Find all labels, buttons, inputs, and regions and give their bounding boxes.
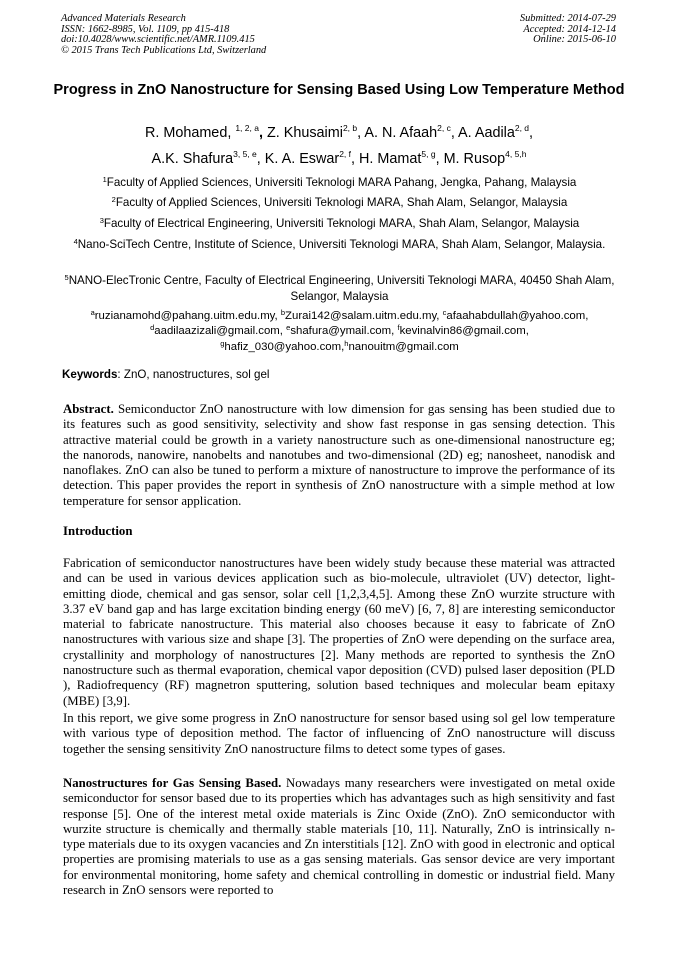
author-affil-marker: 1, 2, a bbox=[235, 123, 259, 133]
affiliation-3: $^3$Faculty of Electrical Engineering, Universiti Teknologi MARA, Shah Alam, Selangor, Malaysia bbox=[99, 216, 580, 230]
email-link[interactable]: aadilaazizali@gmail.com, bbox=[154, 325, 287, 338]
affiliation-2: $^2$Faculty of Applied Sciences, Universiti Teknologi MARA, Shah Alam, Selangor, Malaysia bbox=[111, 195, 568, 209]
author-name: R. Mohamed, bbox=[144, 125, 232, 141]
affiliation-5: $^5$NANO-ElecTronic Centre, Faculty of Electrical Engineering, Universiti Teknologi MARA, 40450 Shah Alam, Selangor, Malaysia bbox=[64, 273, 615, 303]
doi-line: doi:10.4028/www.scientific.net/AMR.1109.415 bbox=[61, 34, 255, 46]
journal-header bbox=[61, 14, 266, 56]
author-affil-marker: 2, b bbox=[342, 123, 358, 133]
author-affil-marker: 3, 5, e bbox=[233, 149, 257, 159]
author-name: M. Rusop bbox=[443, 151, 506, 167]
author-emails: $^a$ruzianamohd@pahang.uitm.edu.my, $^b$Zurai142@salam.uitm.edu.my, $^c$afaahabdullah@yahoo.com, $^d$aadilaazizali@gmail.com, $^e$shafura@ymail.com, $^f$kevinalvin86@gmail.com, $^g$hafiz_030@yahoo.com,$^h$nanouitm@gmail.com bbox=[90, 308, 589, 353]
journal-name: Advanced Materials Research bbox=[61, 13, 186, 24]
issn-line: ISSN: 1662-8985, Vol. 1109, pp 415-418 bbox=[61, 23, 230, 35]
author-affil-marker: 4, 5,h bbox=[505, 149, 527, 159]
accepted-date: Accepted: 2014-12-14 bbox=[523, 23, 616, 35]
affiliation-4: $^4$Nano-SciTech Centre, Institute of Science, Universiti Teknologi MARA, Shah Alam, Selangor, Malaysia. bbox=[73, 237, 606, 251]
author-list-line-2: A.K. Shafura$^{3, 5, e}$, K. A. Eswar$^{2, f}$, H. Mamat$^{5, g}$, M. Rusop$^{4, 5,h}$ bbox=[151, 149, 527, 167]
author-affil-marker: 2, c bbox=[437, 123, 451, 133]
abstract bbox=[63, 402, 615, 509]
abstract-label: Abstract. bbox=[63, 402, 114, 416]
author-name: A.K. Shafura bbox=[151, 151, 234, 167]
email-link[interactable]: Zurai142@salam.uitm.edu.my, bbox=[285, 310, 443, 322]
email-link[interactable]: nanouitm@gmail.com bbox=[348, 340, 459, 353]
author-name: Z. Khusaimi bbox=[266, 125, 343, 141]
author-affil-marker: 5, g bbox=[421, 149, 436, 159]
author-affil-marker: 2, f bbox=[339, 149, 351, 159]
email-link[interactable]: shafura@ymail.com, bbox=[290, 325, 398, 338]
dates-header bbox=[520, 14, 616, 46]
keywords-text: : ZnO, nanostructures, sol gel bbox=[117, 368, 270, 381]
paper-title: Progress in ZnO Nanostructure for Sensing Based Using Low Temperature Method bbox=[53, 82, 625, 98]
email-link[interactable]: hafiz_030@yahoo.com, bbox=[224, 340, 345, 353]
email-link[interactable]: afaahabdullah@yahoo.com, bbox=[446, 310, 589, 322]
email-link[interactable]: ruzianamohd@pahang.uitm.edu.my, bbox=[94, 310, 281, 322]
introduction-paragraph-1: Fabrication of semiconductor nanostructures have been widely study because these material was attracted and can be used in various devices application such as bio-molecule, ultraviolet (UV) detector, light-emitting diode, chemical and gas sensor, solar cell [1,2,3,4,5]. Among these ZnO wurzite structure with 3.37 eV band gap and has large excitation binding energy (60 meV) [6, 7, 8] are interesting semiconductor material to fabricate nanostructure. This material also chooses because it easy to fabricate of ZnO nanostructures with various size and shape [3]. The properties of ZnO were depending on the surface area, crystallinity and morphology of nanostructures [2]. Many methods are reported to synthesis the ZnO nanostructure such as thermal evaporation, chemical vapor deposition (CVD) pulsed laser deposition (PLD ), Radiofrequency (RF) magnetron sputtering, solution based techniques and molecular beam epitaxy (MBE) [3,9]. bbox=[63, 556, 615, 708]
introduction-paragraph-2: In this report, we give some progress in ZnO nanostructure for sensor based using sol gel low temperature with various type of deposition method. The factor of influencing of ZnO nanostructure will discuss together the sensing sensitivity ZnO nanostructure films to detect some types of gases. bbox=[63, 711, 615, 756]
author-name: A. N. Afaah bbox=[364, 125, 438, 141]
submitted-date: Submitted: 2014-07-29 bbox=[519, 13, 616, 24]
affiliation-1: $^1$Faculty of Applied Sciences, Universiti Teknologi MARA Pahang, Jengka, Pahang, Malaysia bbox=[102, 175, 577, 189]
nanostructures-text: Nowadays many researchers were investigated on metal oxide semiconductor for sensor based due to its properties which has advantages such as high sensitivity and fast response [5]. One of the interest metal oxide materials is Zinc Oxide (ZnO). ZnO semiconductor with wurzite structure is chemically and thermally stable materials [10, 11]. Naturally, ZnO is intrinsically n-type materials due to its oxygen vacancies and Zn interstitials [12]. ZnO with good in electronic and optical properties are promising materials to use as a gas sensing materials. Gas sensor device are very important for environmental monitoring, home safety and chemical controlling in domestic or industrial field. Many research in ZnO sensors were reported to bbox=[63, 776, 615, 898]
keywords-label: Keywords bbox=[62, 368, 118, 381]
online-date: Online: 2015-06-10 bbox=[533, 34, 616, 46]
author-name: A. Aadila bbox=[458, 125, 515, 141]
keywords bbox=[62, 368, 270, 381]
copyright-line: © 2015 Trans Tech Publications Ltd, Switzerland bbox=[61, 44, 267, 56]
email-link[interactable]: kevinalvin86@gmail.com, bbox=[399, 325, 529, 338]
introduction-heading: Introduction bbox=[63, 524, 133, 538]
abstract-text: Semiconductor ZnO nanostructure with low dimension for gas sensing has been studied due to its features such as good sensitivity, selectivity and show fast response in gas sensing detection. This attractive material could be growth in a variety nanostructure such as one-dimensional nanostructure eg; the nanorods, nanowire, nanobelts and nanotubes and two-dimensional (2D) eg; nanosheet, nanodisk and nanoflakes. ZnO can also be tuned to perform a mixture of nanostructure to improve the performance of its detection. This paper provides the report in synthesis of ZnO nanostructure with a simple method at low temperature for sensor application. bbox=[63, 402, 615, 508]
author-affil-marker: 2, d bbox=[514, 123, 530, 133]
author-name: H. Mamat bbox=[359, 151, 422, 167]
nanostructures-heading: Nanostructures for Gas Sensing Based. bbox=[63, 776, 282, 790]
author-name: K. A. Eswar bbox=[264, 151, 340, 167]
author-list-line-1: R. Mohamed, $^{1, 2, a}$, Z. Khusaimi$^{2, b}$, A. N. Afaah$^{2, c}$, A. Aadila$^{2, d}$, bbox=[144, 123, 534, 141]
nanostructures-paragraph bbox=[63, 776, 615, 898]
